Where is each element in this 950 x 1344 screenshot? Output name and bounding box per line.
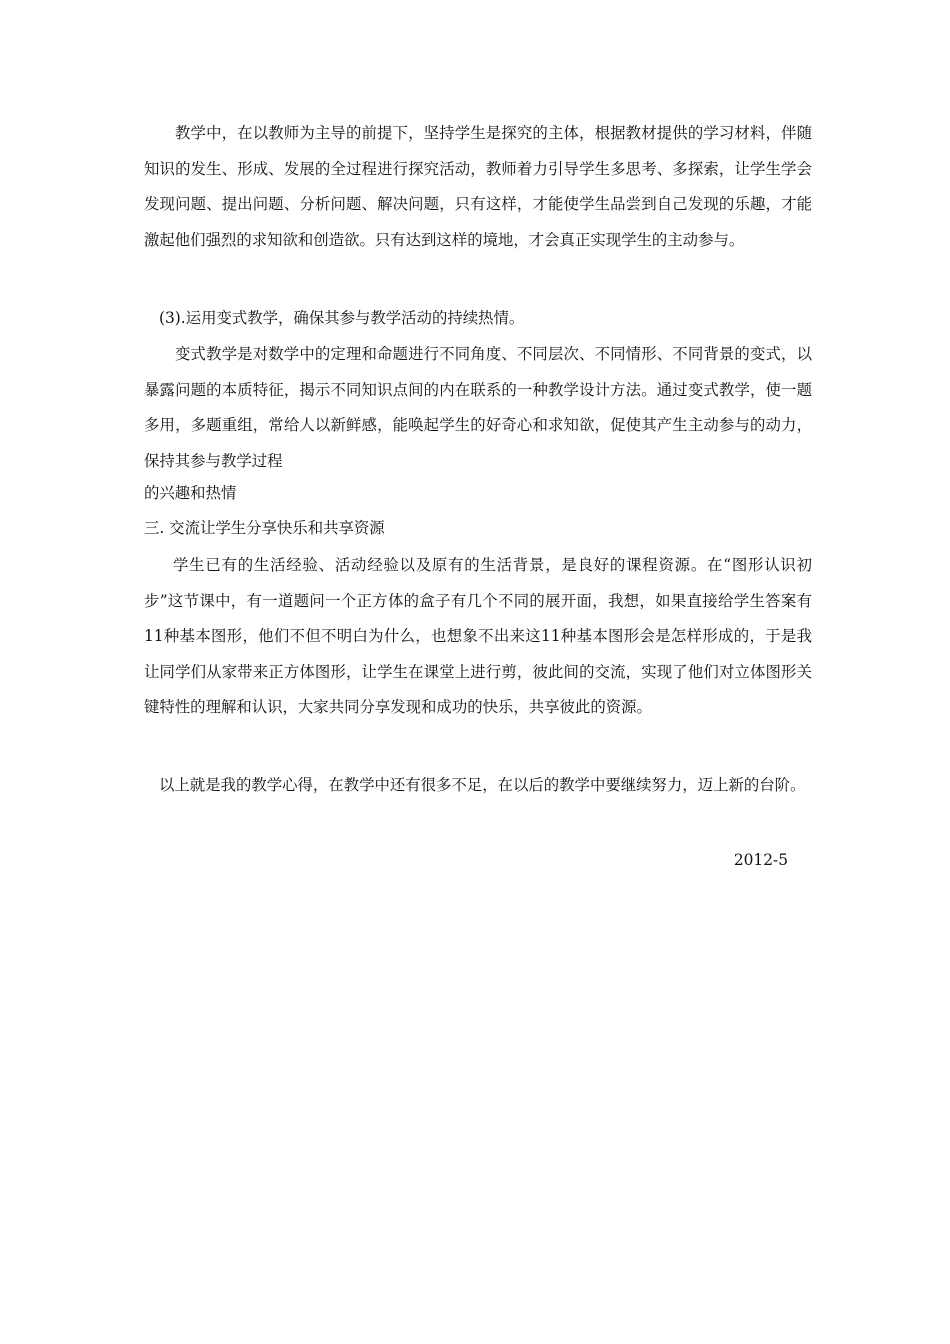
document-date: 2012-5	[733, 851, 788, 869]
section-heading-three: 三. 交流让学生分享快乐和共享资源	[144, 519, 385, 537]
paragraph-variation-teaching-tail: 的兴趣和热情	[144, 484, 237, 502]
paragraph-variation-teaching: 变式教学是对数学中的定理和命题进行不同角度、不同层次、不同情形、不同背景的变式，以暴露问题的本质特征，揭示不同知识点间的内在联系的一种教学设计方法。通过变式教学，使一题多用，多题重组，常给人以新鲜感，能唤起学生的好奇心和求知欲，促使其产生主动参与的动力，保持其参与教学过程	[144, 345, 812, 470]
paragraph-closing: 以上就是我的教学心得，在教学中还有很多不足，在以后的教学中要继续努力，迈上新的台阶。	[159, 776, 806, 794]
paragraph-sharing-resources: 学生已有的生活经验、活动经验以及原有的生活背景，是良好的课程资源。在“图形认识初步”这节课中，有一道题问一个正方体的盒子有几个不同的展开面，我想，如果直接给学生答案有11种基本图形，他们不但不明白为什么，也想象不出来这11种基本图形会是怎样形成的，于是我让同学们从家带来正方体图形，让学生在课堂上进行剪，彼此间的交流，实现了他们对立体图形关键特性的理解和认识，大家共同分享发现和成功的快乐，共享彼此的资源。	[144, 556, 812, 716]
section-heading-3: (3).运用变式教学，确保其参与教学活动的持续热情。	[159, 309, 525, 327]
paragraph-inquiry: 教学中，在以教师为主导的前提下，坚持学生是探究的主体，根据教材提供的学习材料，伴随知识的发生、形成、发展的全过程进行探究活动，教师着力引导学生多思考、多探索，让学生学会发现问题、提出问题、分析问题、解决问题，只有这样，才能使学生品尝到自己发现的乐趣，才能激起他们强烈的求知欲和创造欲。只有达到这样的境地，才会真正实现学生的主动参与。	[144, 124, 812, 249]
